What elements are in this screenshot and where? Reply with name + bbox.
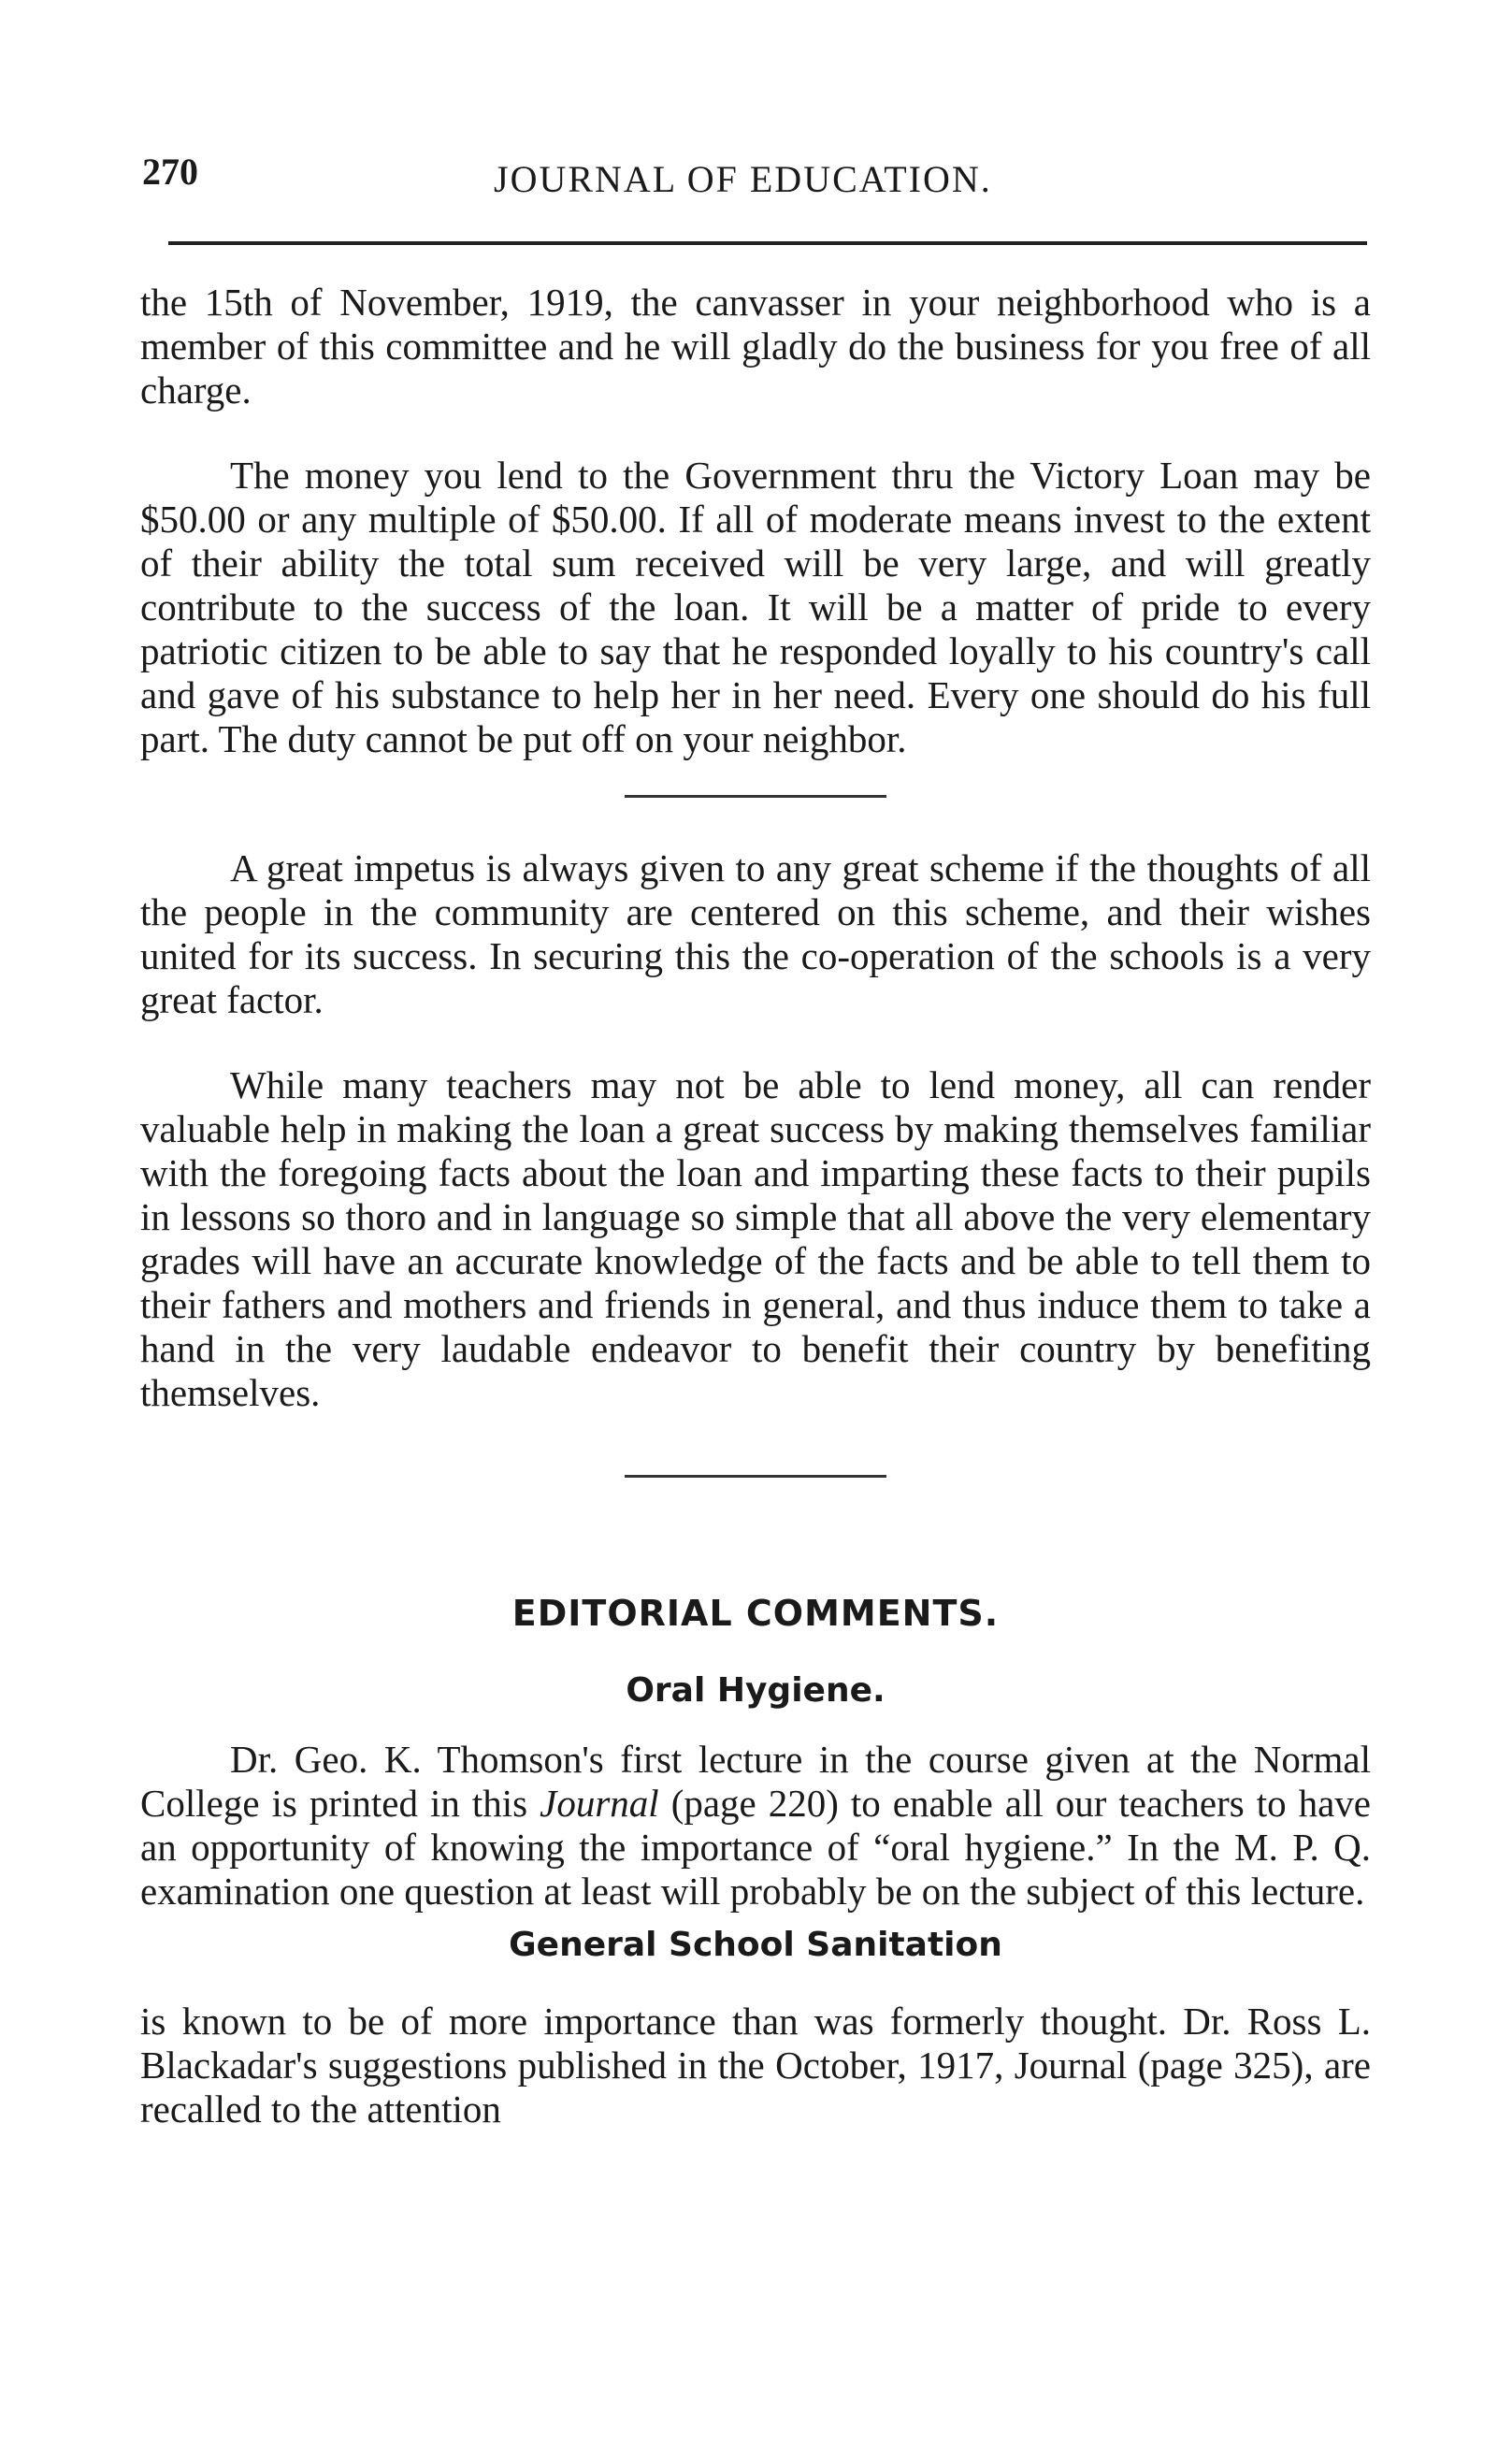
section-divider: [625, 1475, 886, 1478]
editorial-comments-heading: EDITORIAL COMMENTS.: [511, 1593, 1000, 1634]
paragraph-teachers: While many teachers may not be able to lend money, all can render valuable help in making the loan a great success by making themselves familiar with the foregoing facts about the loan and imparting these facts to their pupils in lessons so thoro and in language so simple that all above the very elementary grades will have an accurate knowledge of the facts and be able to tell them to their fathers and mothers and friends in general, and thus induce them to take a hand in the very laudable endeavor to benefit their country by benefiting themselves.: [140, 1063, 1371, 1414]
paragraph-oral-hygiene: [140, 1738, 1371, 1914]
page-header: [0, 150, 1512, 206]
paragraph-school-sanitation: is known to be of more importance than was formerly thought. Dr. Ross L. Blackadar's suggestions published in the October, 1917, Journal (page 325), are recalled to the attention: [140, 2000, 1371, 2130]
oral-hygiene-text-end: (page 220) to enable all our teachers to have an opportunity of knowing the importance of “oral hygiene.” In the M. P. Q. examination one question at least will probably be on the subject of this lecture.: [140, 1782, 1371, 1913]
page-number: 270: [142, 151, 198, 193]
header-rule: [168, 241, 1367, 245]
page-body: [140, 281, 1371, 2131]
journal-word: Journal: [540, 1782, 659, 1825]
school-sanitation-heading: General School Sanitation: [509, 1926, 1002, 1964]
oral-hygiene-heading: Oral Hygiene.: [626, 1671, 886, 1710]
paragraph-victory-loan: The money you lend to the Government thru the Victory Loan may be $50.00 or any multiple of $50.00. If all of moderate means invest to the extent of their ability the total sum received will be very large, and will greatly contribute to the success of the loan. It will be a matter of pride to every patriotic citizen to be able to say that he responded loyally to his country's call and gave of his substance to help her in her need. Every one should do his full part. The duty cannot be put off on your neighbor.: [140, 454, 1371, 760]
section-divider: [625, 795, 886, 798]
oral-hygiene-text-start: Dr. Geo. K. Thomson's first lecture in the course given at the Normal College is printed in this: [140, 1738, 1371, 1825]
journal-title: JOURNAL OF EDUCATION.: [494, 158, 992, 200]
paragraph-continuation: the 15th of November, 1919, the canvasser in your neighborhood who is a member of this committee and he will gladly do the business for you free of all charge.: [140, 281, 1371, 412]
paragraph-great-impetus: A great impetus is always given to any great scheme if the thoughts of all the people in the community are centered on this scheme, and their wishes united for its success. In securing this the co-operation of the schools is a very great factor.: [140, 846, 1371, 1021]
